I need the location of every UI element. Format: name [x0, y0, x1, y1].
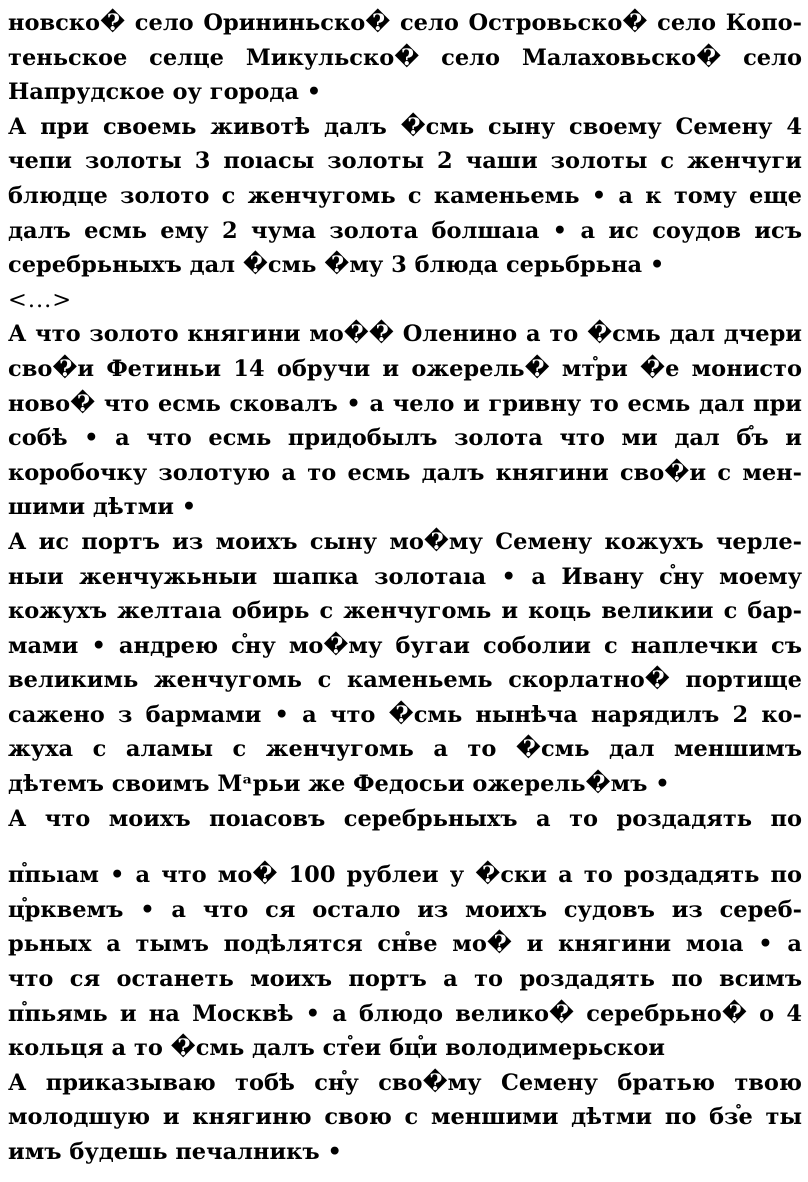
text-line: молодшую и княгиню свою с меншими дѣтми по бз֯е ты	[8, 1104, 802, 1131]
text-line: чепи золоты 3 поıасы золоты 2 чаши золоты с женчуги	[8, 148, 802, 175]
text-line: серебрьныхъ дал �смь �му 3 блюда серьбрьна •	[8, 252, 665, 279]
text-line: блюдце золото с женчугомь с каменьемь • а к тому еще	[8, 182, 802, 209]
text-line: ново� что есмь сковалъ • а чело и гривну то есмь дал при	[8, 390, 802, 417]
text-line: новско� село Орининьско� село Островьско� село Копо-	[8, 10, 802, 36]
text-line: мами • андрею с֯ну мо�му бугаи соболии с наплечки съ	[8, 632, 802, 659]
text-line: далъ есмь ему 2 чума золота болшаıа • а ис соудов исъ	[8, 217, 802, 244]
omission-marker: <...>	[8, 286, 73, 313]
text-line: ныи женчужьныи шапка золотаıа • а Ивану с֯ну моему	[8, 563, 802, 590]
text-line: собѣ • а что есмь придобылъ золота что ми дал б֯ъ и	[8, 425, 802, 452]
text-line: сажено з бармами • а что �смь нынѣча нарядилъ 2 ко-	[8, 701, 802, 728]
text-line: А приказываю тобѣ сн֯у сво�му Семену братью твою	[8, 1069, 802, 1096]
text-line: Напрудское оу города •	[8, 79, 322, 106]
text-line: А что моихъ поıасовъ серебрьныхъ а то роздадять по	[8, 805, 802, 832]
text-line: рьных а тымъ подѣлятся сн֯ве мо� и княгини моıа • а	[8, 931, 802, 958]
text-line: шими дѣтми •	[8, 494, 197, 521]
text-line: дѣтемъ своимъ Мᵃрьи же Федосьи ожерель�мъ •	[8, 771, 670, 798]
text-line: А ис портъ из моихъ сыну мо�му Семену кожухъ черле-	[8, 528, 802, 555]
text-line: теньское селце Микульско� село Малаховьско� село	[8, 44, 802, 71]
text-line: п֯пьıам • а что мо� 100 рублеи у �ски а то роздадять по	[8, 862, 802, 889]
text-line: ц֯рквемъ • а что ся остало из моихъ судовъ из сереб-	[8, 896, 802, 923]
text-line: великимь женчугомь с каменьемь скорлатно� портище	[8, 667, 802, 694]
text-line: сво�и Фетиньи 14 обручи и ожерель� мт֯ри �е монисто	[8, 355, 802, 382]
text-line: А что золото княгини мо�� Оленино а то �смь дал дчери	[8, 321, 802, 348]
text-line: коробочку золотую а то есмь далъ княгини сво�и с мен-	[8, 459, 802, 486]
text-line: А при своемь животѣ далъ �смь сыну своему Семену 4	[8, 113, 802, 140]
text-line: кольця а то �смь далъ ст֯еи бц֯и володимерьскои	[8, 1035, 665, 1062]
text-line: имъ будешь печалникъ •	[8, 1139, 342, 1165]
text-line: что ся останеть моихъ портъ а то роздадять по всимъ	[8, 966, 802, 993]
text-line: кожухъ желтаıа обирь с женчугомь и коць великии с бар-	[8, 598, 802, 625]
text-line: жуха с аламы с женчугомь а то �смь дал меншимъ	[8, 736, 802, 763]
text-line: п֯пьямь и на Москвѣ • а блюдо велико� серебрьно� о 4	[8, 1000, 802, 1027]
